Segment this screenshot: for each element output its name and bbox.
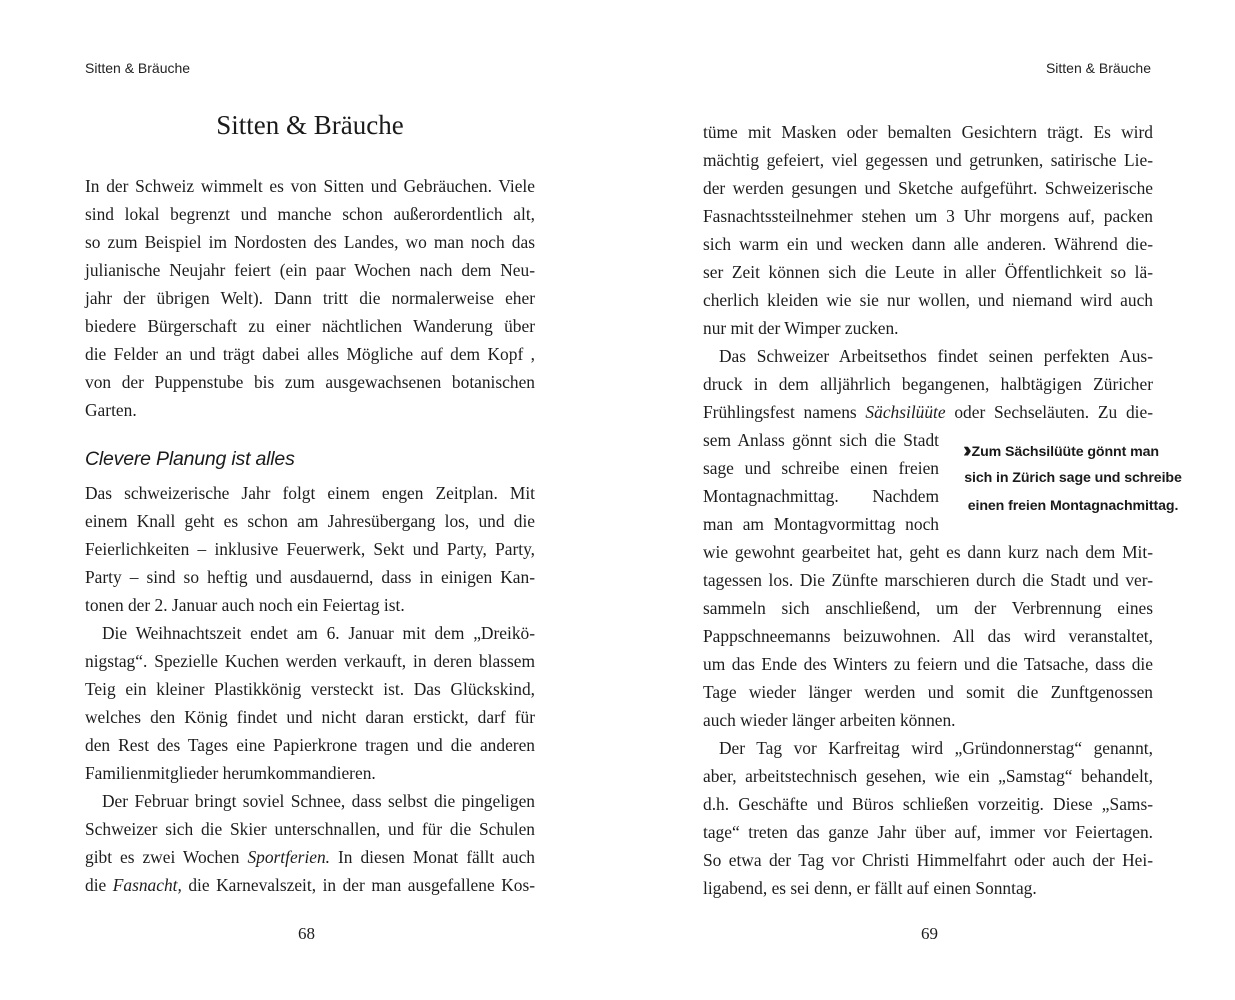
text-line: auch wieder länger arbeiten können. [703, 710, 956, 730]
text-line: aber, arbeitstechnisch gesehen, wie ein „Samstag“ behandelt, [703, 766, 1153, 786]
text-line: man am Montagvormittag noch [703, 514, 939, 534]
text-line: der werden gesungen und Sketche aufgeführt. Schweizerische [703, 178, 1153, 198]
emphasis-term: Sächsilüüte [865, 402, 946, 422]
text-line: mächtig gefeiert, viel gegessen und getrunken, satirische Lie- [703, 150, 1153, 170]
right-page [617, 0, 1235, 1000]
text-line: Fasnachtssteilnehmer stehen um 3 Uhr morgens auf, packen [703, 206, 1153, 226]
pull-quote-line: sich in Zürich sage und schreibe [964, 470, 1182, 486]
text-line: Schweizer sich die Skier unterschnallen, und für die Schulen [85, 819, 535, 839]
text-fragment: In diesen Monat fällt auch [330, 847, 535, 867]
text-line: jahr der übrigen Welt). Dann tritt die normalerweise eher [85, 288, 535, 308]
text-line: einem Knall geht es schon am Jahresübergang los, und die [85, 511, 535, 531]
text-line: den Rest des Tages eine Papierkrone tragen und die anderen [85, 735, 535, 755]
text-line: tonen der 2. Januar auch noch ein Feiertag ist. [85, 595, 405, 615]
text-line: welches den König findet und nicht daran erstickt, darf für [85, 707, 535, 727]
text-fragment: die [85, 875, 113, 895]
text-line: cherlich kleiden wie sie nur wollen, und niemand wird auch [703, 290, 1153, 310]
text-line [85, 871, 535, 899]
page-number: 69 [921, 924, 938, 943]
text-line: Tage wieder länger werden und somit die Zunftgenossen [703, 682, 1153, 702]
running-head: Sitten & Bräuche [1045, 60, 1151, 76]
text-line: sind lokal begrenzt und manche schon außerordentlich alt, [85, 204, 535, 224]
text-line: ligabend, es sei denn, er fällt auf einen Sonntag. [703, 878, 1037, 898]
text-fragment: Frühlingsfest namens [703, 402, 866, 422]
text-line: nur mit der Wimper zucken. [703, 318, 899, 338]
text-line: Der Tag vor Karfreitag wird „Gründonnerstag“ genannt, [719, 738, 1153, 758]
text-fragment: gibt es zwei Wochen [85, 847, 248, 867]
text-line [703, 398, 1153, 426]
text-line: sich warm ein und wecken dann alle anderen. Während die- [703, 234, 1153, 254]
text-line: nigstag“. Spezielle Kuchen werden verkauft, in deren blassem [85, 651, 535, 671]
text-line: wie gewohnt gearbeitet hat, geht es dann kurz nach dem Mit- [703, 542, 1153, 562]
page-number: 68 [298, 924, 315, 943]
text-line: tage“ treten das ganze Jahr über auf, immer vor Feiertagen. [703, 822, 1153, 842]
text-line: ser Zeit können sich die Leute in aller Öffentlichkeit so lä- [703, 262, 1153, 282]
text-line [85, 843, 535, 871]
text-line: Der Februar bringt soviel Schnee, dass selbst die pingeligen [102, 791, 535, 811]
text-line: um das Ende des Winters zu feiern und die Tatsache, dass die [703, 654, 1153, 674]
emphasis-term: Fasnacht, [112, 875, 182, 895]
text-line: Das Schweizer Arbeitsethos findet seinen perfekten Aus- [719, 346, 1153, 366]
text-line: Garten. [85, 400, 137, 420]
text-line: julianische Neujahr feiert (ein paar Wochen nach dem Neu- [85, 260, 535, 280]
text-line: In der Schweiz wimmelt es von Sitten und Gebräuchen. Viele [85, 176, 535, 196]
pull-quote-line [957, 436, 1189, 464]
text-line: sem Anlass gönnt sich die Stadt [703, 430, 939, 450]
text-line: druck in dem alljährlich begangenen, halbtägigen Züricher [703, 374, 1153, 394]
text-fragment: die Karnevalszeit, in der man ausgefallene Kos- [181, 875, 536, 895]
text-line: sage und schreibe einen freien [703, 458, 939, 478]
text-line: sammeln sich anschließend, um der Verbrennung eines [703, 598, 1153, 618]
text-line: Die Weihnachtszeit endet am 6. Januar mit dem „Dreikö- [102, 623, 535, 643]
text-line: Familienmitglieder herumkommandieren. [85, 763, 376, 783]
pull-quote [957, 436, 1189, 520]
text-line: Teig ein kleiner Plastikkönig versteckt ist. Das Glückskind, [85, 679, 535, 699]
text-line: Pappschneemanns beizuwohnen. All das wird veranstaltet, [703, 626, 1153, 646]
text-line: Feierlichkeiten – inklusive Feuerwerk, Sekt und Party, Party, [85, 539, 535, 559]
text-line: tagessen los. Die Zünfte marschieren durch die Stadt und ver- [703, 570, 1153, 590]
text-line: tüme mit Masken oder bemalten Gesichtern trägt. Es wird [703, 122, 1153, 142]
running-head: Sitten & Bräuche [85, 60, 191, 76]
text-line: Party – sind so heftig und ausdauernd, dass in einigen Kan- [85, 567, 535, 587]
pull-quote-line: einen freien Montagnachmittag. [967, 498, 1179, 514]
text-line: d.h. Geschäfte und Büros schließen vorzeitig. Diese „Sams- [703, 794, 1153, 814]
chapter-title: Sitten & Bräuche [216, 110, 404, 140]
text-line: so zum Beispiel im Nordosten des Landes, wo man noch das [85, 232, 535, 252]
text-line: die Felder an und trägt dabei alles Mögliche auf dem Kopf , [85, 344, 535, 364]
text-line: Montagnachmittag. Nachdem [703, 486, 939, 506]
double-chevron-right-icon: ›› [963, 437, 966, 462]
left-page [0, 0, 617, 1000]
text-line: So etwa der Tag vor Christi Himmelfahrt oder auch der Hei- [703, 850, 1153, 870]
text-line: Das schweizerische Jahr folgt einem engen Zeitplan. Mit [85, 483, 535, 503]
pull-quote-text: Zum Sächsilüüte gönnt man [971, 444, 1159, 460]
text-line: von der Puppenstube bis zum ausgewachsenen botanischen [85, 372, 535, 392]
section-subheading: Clevere Planung ist alles [85, 448, 295, 470]
text-fragment: oder Sechseläuten. Zu die- [945, 402, 1154, 422]
text-line: biedere Bürgerschaft zu einer nächtlichen Wanderung über [85, 316, 535, 336]
emphasis-term: Sportferien. [247, 847, 331, 867]
